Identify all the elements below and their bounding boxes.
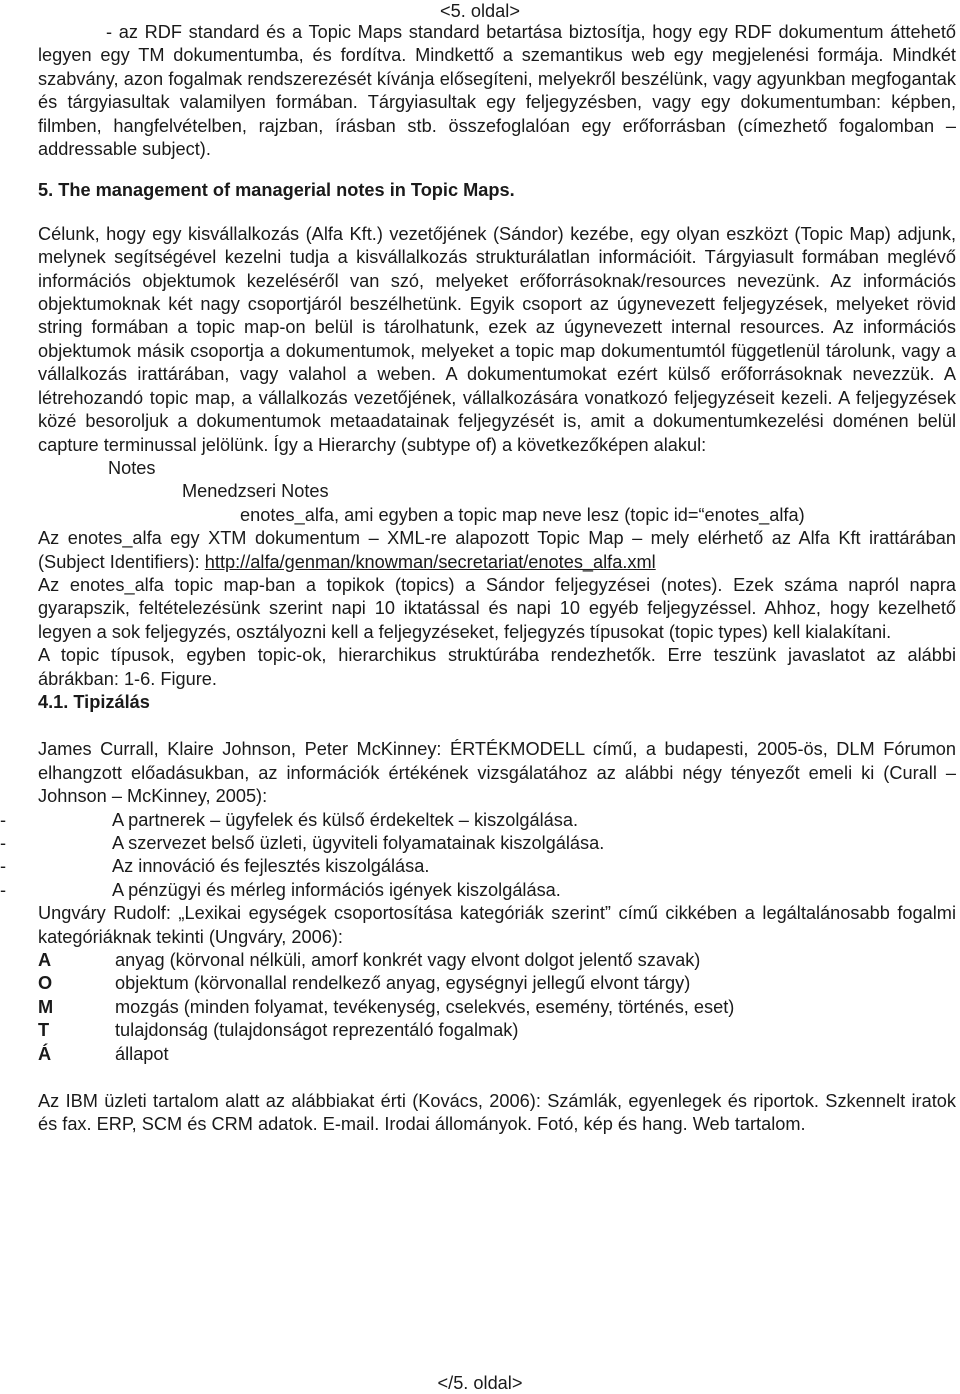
hierarchy-level-2: Menedzseri Notes	[182, 481, 329, 502]
page-footer: </5. oldal>	[437, 1373, 523, 1393]
dash-marker: -	[0, 879, 7, 900]
category-letter: A	[38, 950, 52, 971]
hierarchy-level-1: Notes	[108, 457, 156, 478]
category-letter: M	[38, 996, 54, 1017]
factor-list	[0, 809, 956, 903]
main-paragraph: Célunk, hogy egy kisvállalkozás (Alfa Kft.) vezetőjének (Sándor) kezébe, egy olyan eszközt (Topic Map) adjunk, melynek segítségével kezelni tudja a kisvállalkozás strukturálatlan információit. Tárgyiasult formában meglévő információs objektumok kezeléséről van szó, melyeket erőforrásoknak/resources nevezünk. Az információs objektumoknak két nagy csoportjáról beszélhetünk. Egyik csoport az úgynevezett feljegyzések, melyeket rövid string formában a topic map-on belül is tárolhatunk, ezek az úgynevezett internal resources. Az információs objektumok másik csoportja a dokumentumok, melyeket a topic map dokumentumtól függetlenül tárolunk, vagy a vállalkozás irattárában, vagy valahol a weben. A dokumentumokat ezért külső erőforrásoknak nevezzük. A létrehozandó topic map, a vállalkozás vezetőjének, vállalkozására vonatkozó feljegyzéseit kezeli. A feljegyzések közé besoroljuk a dokumentumok metaadatainak feljegyzését is, amit a dokumentumkezelési doménen belül capture terminussal jelölünk. Így a Hierarchy (subtype of) a következőképen alakul:	[38, 223, 956, 455]
category-list	[38, 949, 956, 1066]
xtm-text: Az enotes_alfa egy XTM dokumentum – XML-re alapozott Topic Map – mely elérhető az Alfa Kft irattárában (Subject Identifiers):	[38, 528, 956, 572]
document-body	[0, 21, 956, 1137]
category-row	[38, 1043, 956, 1066]
ibm-paragraph: Az IBM üzleti tartalom alatt az alábbiakat érti (Kovács, 2006): Számlák, egyenlegek és riportok. Szkennelt iratok és fax. ERP, SCM és CRM adatok. E-mail. Irodai állományok. Fotó, kép és hang. Web tartalom.	[38, 1091, 956, 1135]
topics-paragraph: Az enotes_alfa topic map-ban a topikok (topics) a Sándor feljegyzései (notes). Ezek száma napról napra gyarapszik, feltételezésünk szerint napi 10 iktatással és napi 10 egyéb feljegyzéssel. Ahhoz, hogy kezelhető legyen a sok feljegyzés, osztályozni kell a feljegyzéseket, feljegyzés típusokat (topic types) kell kialakítani.	[38, 574, 956, 642]
dash-marker: -	[0, 833, 7, 853]
intro-paragraph: - az RDF standard és a Topic Maps standard betartása biztosítja, hogy egy RDF dokumentum áttehető legyen egy TM dokumentumba, és fordítva. Mindkettő a szemantikus web egy megjelenési formája. Mindkét szabvány, azon fogalmak rendszerezését kívánja elősegíteni, melyekről beszélünk, vagy agyunkban megfogantak és tárgyiasultak valamilyen formában. Tárgyiasultak egy feljegyzésben, vagy egy dokumentumban: képben, filmben, hangfelvételben, rajzban, írásban stb. összefoglalóan egy erőforrásban (címezhető fogalomban – addressable subject).	[38, 22, 956, 160]
category-description: tulajdonság (tulajdonságot reprezentáló fogalmak)	[115, 1020, 519, 1041]
category-letter: Á	[38, 1043, 52, 1064]
subsection-heading: 4.1. Tipizálás	[38, 691, 150, 712]
category-row	[38, 996, 956, 1019]
category-description: objektum (körvonallal rendelkező anyag, egységnyi jellegű elvont tárgy)	[115, 973, 691, 994]
currall-paragraph: James Currall, Klaire Johnson, Peter McKinney: ÉRTÉKMODELL című, a budapesti, 2005-ös, DLM Fórumon elhangzott előadásukban, az információk értékének vizsgálatához az alábbi négy tényezőt emeli ki (Curall – Johnson – McKinney, 2005):	[38, 739, 956, 807]
category-description: anyag (körvonal nélküli, amorf konkrét vagy elvont dolgot jelentő szavak)	[115, 950, 701, 971]
hierarchy-level-3: enotes_alfa, ami egyben a topic map neve lesz (topic id=“enotes_alfa)	[240, 504, 805, 525]
category-row	[38, 949, 956, 972]
category-description: mozgás (minden folyamat, tevékenység, cselekvés, esemény, történés, eset)	[115, 996, 735, 1017]
category-letter: O	[38, 973, 53, 994]
category-description: állapot	[115, 1043, 169, 1064]
dash-marker: -	[0, 809, 7, 830]
list-item: - A partnerek – ügyfelek és külső érdekeltek – kiszolgálása.	[38, 809, 956, 832]
list-item: - A pénzügyi és mérleg információs igények kiszolgálása.	[38, 879, 956, 902]
ungvary-paragraph: Ungváry Rudolf: „Lexikai egységek csoportosítása kategóriák szerint” című cikkében a legáltalánosabb fogalmi kategóriáknak tekinti (Ungváry, 2006):	[38, 903, 956, 947]
list-item: - A szervezet belső üzleti, ügyviteli folyamatainak kiszolgálása.	[38, 832, 956, 855]
category-row	[38, 1019, 956, 1042]
section-heading: 5. The management of managerial notes in Topic Maps.	[38, 180, 515, 201]
xtm-url-link[interactable]: http://alfa/genman/knowman/secretariat/enotes_alfa.xml	[204, 551, 656, 572]
xtm-paragraph	[38, 527, 956, 574]
dash-marker: -	[0, 856, 7, 877]
types-paragraph: A topic típusok, egyben topic-ok, hierarchikus struktúrába rendezhetők. Erre teszünk javaslatot az alábbi ábrákban: 1-6. Figure.	[38, 645, 956, 689]
category-row	[38, 972, 956, 995]
page-header: <5. oldal>	[440, 1, 520, 21]
list-item: - Az innováció és fejlesztés kiszolgálása.	[38, 855, 956, 878]
category-letter: T	[38, 1020, 50, 1041]
